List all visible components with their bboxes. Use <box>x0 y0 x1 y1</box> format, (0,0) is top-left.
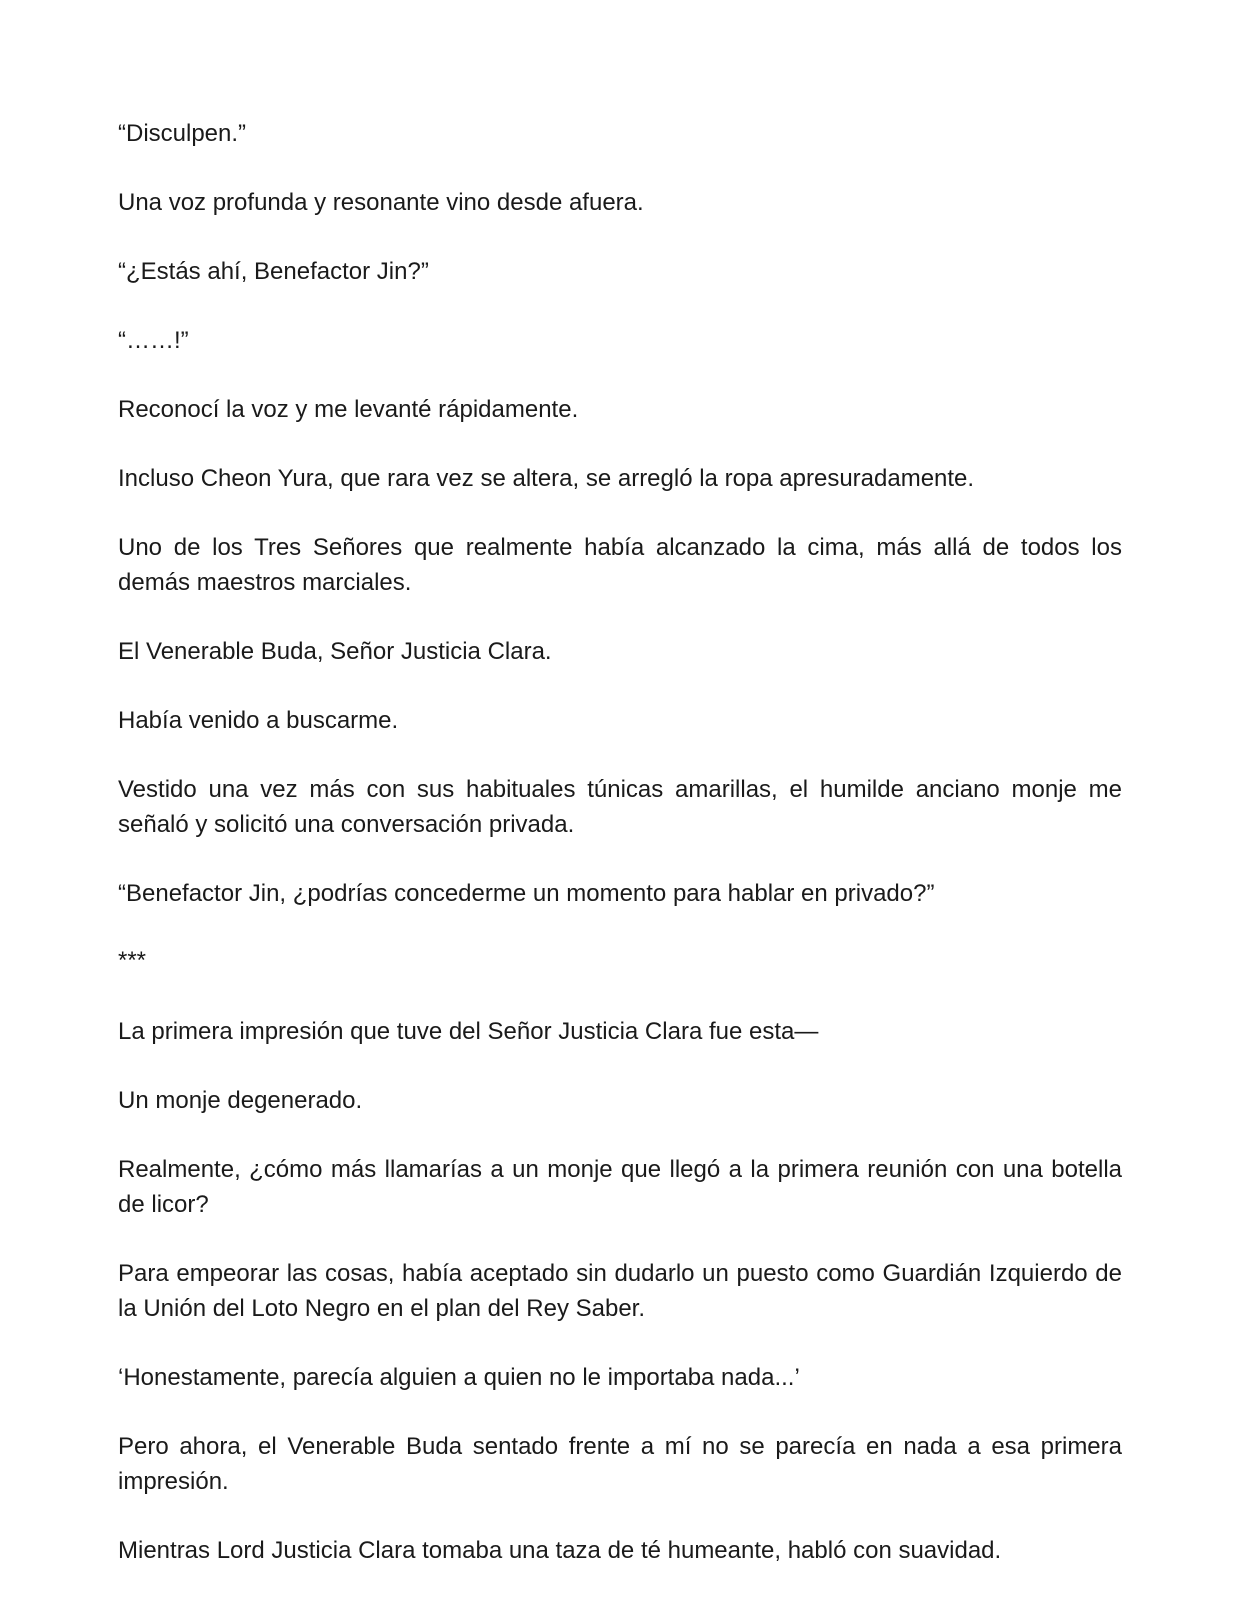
paragraph: La primera impresión que tuve del Señor Justicia Clara fue esta— <box>118 1018 819 1045</box>
paragraph: Pero ahora, el Venerable Buda sentado frente a mí no se parecía en nada a esa primera impresión. <box>118 1433 1122 1495</box>
paragraph: Para empeorar las cosas, había aceptado sin dudarlo un puesto como Guardián Izquierdo de la Unión del Loto Negro en el plan del Rey Saber. <box>118 1260 1122 1322</box>
paragraph: Había venido a buscarme. <box>118 707 399 734</box>
paragraph: Uno de los Tres Señores que realmente había alcanzado la cima, más allá de todos los demás maestros marciales. <box>118 534 1122 596</box>
paragraph: Incluso Cheon Yura, que rara vez se altera, se arregló la ropa apresuradamente. <box>118 465 975 492</box>
paragraph: El Venerable Buda, Señor Justicia Clara. <box>118 638 552 665</box>
paragraph: Mientras Lord Justicia Clara tomaba una taza de té humeante, habló con suavidad. <box>118 1537 1002 1564</box>
paragraph: “Benefactor Jin, ¿podrías concederme un momento para hablar en privado?” <box>118 880 935 907</box>
paragraph: ‘Honestamente, parecía alguien a quien no le importaba nada...’ <box>118 1364 800 1391</box>
paragraph: “Disculpen.” <box>118 120 247 147</box>
paragraph: Un monje degenerado. <box>118 1087 363 1114</box>
paragraph: Una voz profunda y resonante vino desde afuera. <box>118 189 644 216</box>
paragraph: “¿Estás ahí, Benefactor Jin?” <box>118 258 429 285</box>
paragraph: Vestido una vez más con sus habituales túnicas amarillas, el humilde anciano monje me señaló y solicitó una conversación privada. <box>118 776 1122 838</box>
paragraph: “……!” <box>118 327 189 354</box>
paragraph: Reconocí la voz y me levanté rápidamente. <box>118 396 579 423</box>
paragraph: Realmente, ¿cómo más llamarías a un monje que llegó a la primera reunión con una botella de licor? <box>118 1156 1122 1218</box>
section-break: *** <box>118 947 147 974</box>
